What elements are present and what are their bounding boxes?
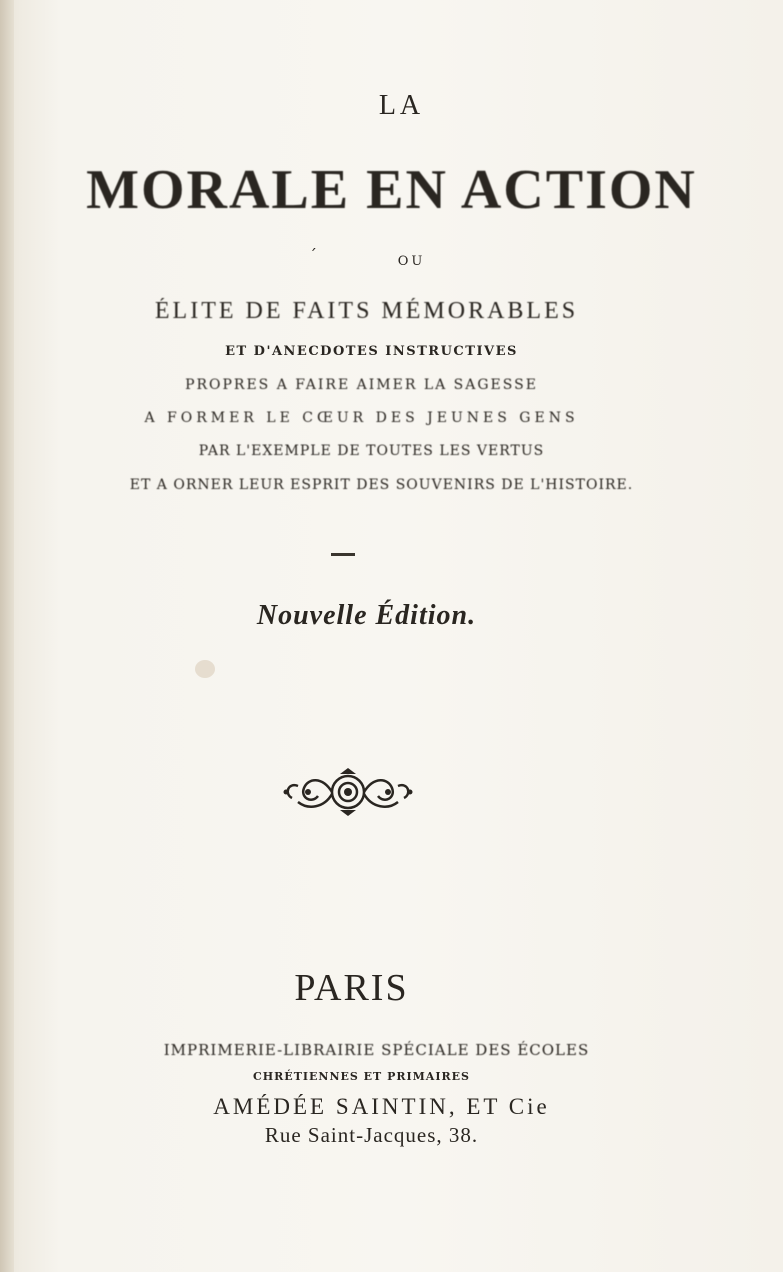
description-line-4: ET A ORNER LEUR ESPRIT DES SOUVENIRS DE L'HISTOIRE.	[129, 477, 634, 493]
description-line-2: A FORMER LE CŒUR DES JEUNES GENS	[144, 410, 579, 426]
imprint-city: PARIS	[294, 967, 409, 1009]
subtitle-anecdotes: ET D'ANECDOTES INSTRUCTIVES	[225, 344, 518, 359]
paper-stain	[195, 660, 215, 678]
imprint-printer: IMPRIMERIE-LIBRAIRIE SPÉCIALE DES ÉCOLES	[163, 1041, 590, 1059]
imprint-schools: CHRÉTIENNES ET PRIMAIRES	[253, 1070, 470, 1083]
subtitle: ÉLITE DE FAITS MÉMORABLES	[154, 298, 579, 324]
description-line-3: PAR L'EXEMPLE DE TOUTES LES VERTUS	[198, 443, 545, 459]
imprint-publisher: AMÉDÉE SAINTIN, ET Cie	[213, 1094, 550, 1119]
accent-mark: ´	[309, 246, 320, 265]
conjunction-text: OU	[397, 254, 426, 269]
title-article: LA	[378, 90, 425, 121]
conjunction-line	[0, 246, 783, 269]
section-divider	[331, 553, 355, 556]
page-title: MORALE EN ACTION	[86, 159, 697, 221]
edition-label: Nouvelle Édition.	[256, 600, 477, 631]
description-line-1: PROPRES A FAIRE AIMER LA SAGESSE	[185, 377, 538, 393]
floral-vignette-icon	[278, 764, 418, 820]
imprint-address: Rue Saint-Jacques, 38.	[264, 1123, 479, 1147]
